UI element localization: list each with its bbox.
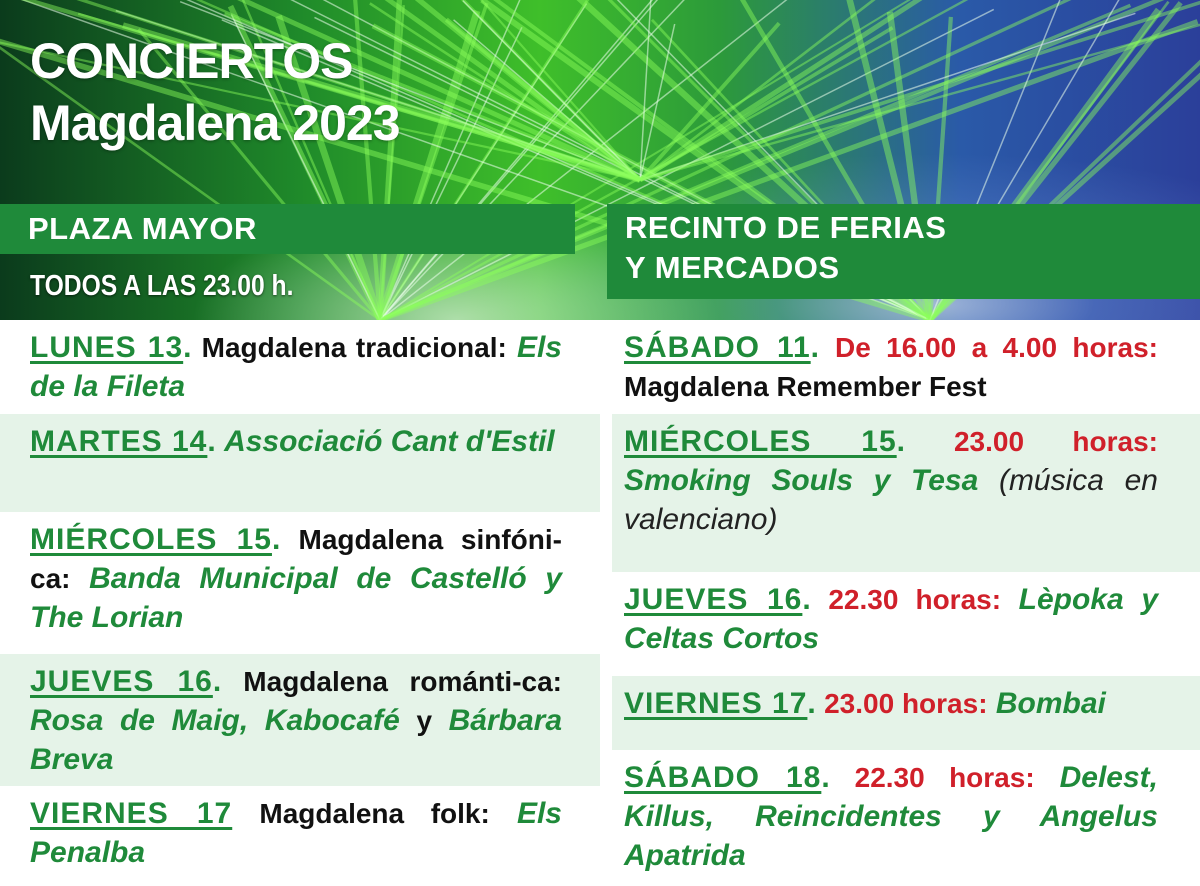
title-line-1: CONCIERTOS bbox=[30, 33, 353, 89]
day-label: JUEVES 16 bbox=[624, 583, 803, 616]
artist-name: Associació Cant d'Estil bbox=[224, 425, 555, 458]
venue-subtitle: TODOS A LAS 23.00 h. bbox=[30, 270, 294, 302]
day-label: JUEVES 16 bbox=[30, 665, 213, 698]
title-line-2: Magdalena 2023 bbox=[30, 95, 400, 151]
concert-time: 22.30 horas: bbox=[854, 762, 1035, 793]
joiner-text: y bbox=[416, 705, 433, 736]
concert-note: (música en valenciano) bbox=[624, 464, 1158, 536]
day-label: SÁBADO 11 bbox=[624, 331, 811, 364]
page-title bbox=[30, 30, 400, 154]
day-label: MIÉRCOLES 15 bbox=[624, 425, 897, 458]
venue-recinto-ferias bbox=[607, 204, 1200, 299]
concert-time: 23.00 horas: bbox=[824, 688, 988, 719]
list-item: MIÉRCOLES 15. 23.00 horas: Smoking Souls y Tesa (música en valenciano) bbox=[612, 414, 1200, 572]
list-item: MARTES 14. Associació Cant d'Estil bbox=[0, 414, 600, 512]
artist-name: Smoking Souls y Tesa bbox=[624, 464, 979, 497]
list-item bbox=[0, 786, 600, 886]
concert-time: 23.00 horas: bbox=[953, 426, 1158, 457]
list-item: VIERNES 17. 23.00 horas: Bombai bbox=[612, 676, 1200, 750]
list-item: SÁBADO 11. De 16.00 a 4.00 horas: Magdalena Remember Fest bbox=[624, 331, 1159, 402]
hero-laser-banner bbox=[0, 0, 1200, 320]
day-label: VIERNES 17 bbox=[30, 797, 233, 830]
concert-time: De 16.00 a 4.00 horas: bbox=[834, 332, 1159, 363]
artist-name: Bárbara Breva bbox=[30, 704, 563, 776]
artist-name: Lèpoka y Celtas Cortos bbox=[624, 583, 1158, 655]
day-label: LUNES 13 bbox=[30, 331, 184, 364]
list-item: LUNES 13. Magdalena tradicional: Els de la Fileta bbox=[30, 331, 562, 403]
list-item: JUEVES 16. 22.30 horas: Lèpoka y Celtas Cortos bbox=[624, 583, 1158, 655]
concert-description: Magdalena Remember Fest bbox=[624, 371, 987, 402]
artist-name: Banda Municipal de Castelló y The Lorian bbox=[30, 562, 562, 634]
concert-description: Magdalena folk: bbox=[259, 798, 490, 829]
list-item: JUEVES 16. Magdalena románti-ca: Rosa de Maig, Kabocafé y Bárbara Breva bbox=[0, 654, 600, 786]
venue-title-line-1: RECINTO DE FERIAS bbox=[625, 210, 947, 245]
day-label: VIERNES 17 bbox=[624, 687, 808, 720]
artist-name: Rosa de Maig, Kabocafé bbox=[30, 704, 400, 737]
concert-description: Magdalena románti-ca: bbox=[243, 666, 563, 697]
concert-description: Magdalena tradicional: bbox=[201, 332, 507, 363]
day-label: MIÉRCOLES 15 bbox=[30, 523, 272, 556]
artist-name: Bombai bbox=[995, 687, 1106, 720]
venue-plaza-mayor bbox=[0, 204, 575, 254]
artist-name: Els de la Fileta bbox=[30, 331, 562, 403]
concert-description: Magdalena sinfóni-ca: bbox=[30, 524, 562, 594]
venue-title: PLAZA MAYOR bbox=[28, 211, 257, 246]
list-item: SÁBADO 18. 22.30 horas: Delest, Killus, Reincidentes y Angelus Apatrida bbox=[624, 761, 1158, 872]
day-label: MARTES 14 bbox=[30, 425, 208, 458]
recinto-ferias-list bbox=[612, 320, 1200, 886]
plaza-mayor-list bbox=[0, 320, 600, 886]
artist-name: Els Penalba bbox=[30, 797, 562, 869]
list-item: MIÉRCOLES 15. Magdalena sinfóni-ca: Banda Municipal de Castelló y The Lorian bbox=[30, 523, 562, 634]
venue-title-line-2: Y MERCADOS bbox=[625, 250, 840, 285]
artist-name: Delest, Killus, Reincidentes y Angelus Apatrida bbox=[624, 761, 1158, 872]
day-label: SÁBADO 18 bbox=[624, 761, 822, 794]
concert-time: 22.30 horas: bbox=[828, 584, 1002, 615]
